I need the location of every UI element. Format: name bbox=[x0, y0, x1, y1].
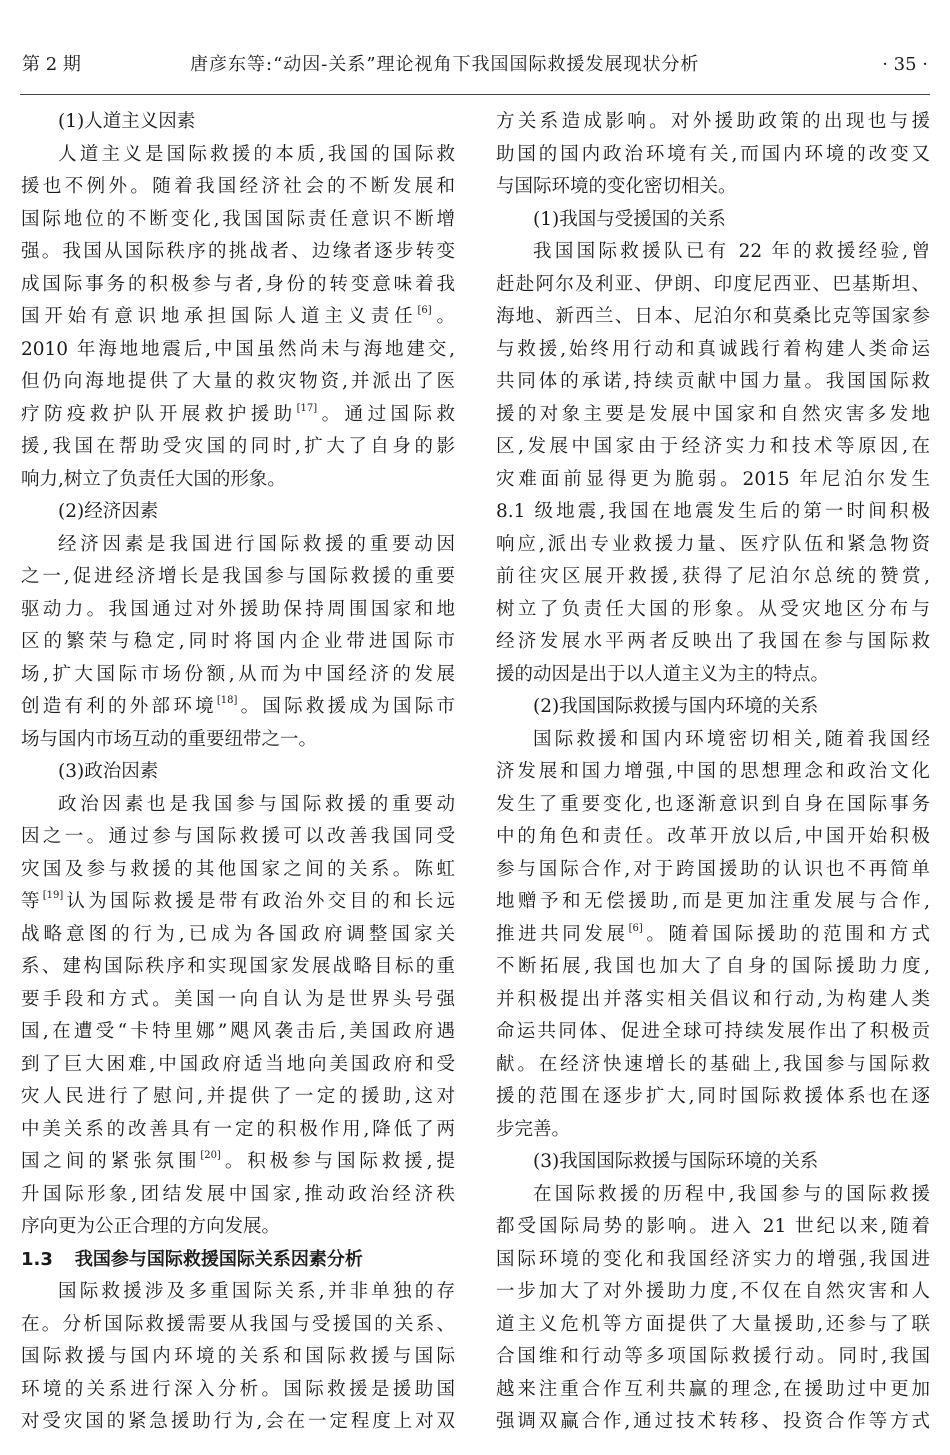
subsection-heading bbox=[21, 106, 455, 139]
text-line bbox=[496, 1016, 930, 1049]
text-line bbox=[21, 1081, 455, 1114]
line-text: 国际救援与国内环境的关系和国际救援与国际 bbox=[21, 1346, 455, 1367]
left-column bbox=[21, 106, 455, 1439]
citation: [17] bbox=[296, 402, 318, 414]
line-text: 区的繁荣与稳定,同时将国内企业带进国际市 bbox=[21, 631, 455, 652]
text-line bbox=[21, 139, 455, 172]
line-text: 我国参与国际救援国际关系因素分析 bbox=[74, 1248, 363, 1270]
running-header-title: 唐彦东等:“动因-关系”理论视角下我国国际救援发展现状分析 bbox=[190, 54, 700, 75]
text-line bbox=[21, 366, 455, 399]
line-text: 并积极提出并落实相关倡议和行动,为构建人类 bbox=[496, 988, 930, 1010]
text-line bbox=[496, 529, 930, 562]
text-line bbox=[21, 1374, 455, 1407]
text-line bbox=[496, 1406, 930, 1439]
line-text: 前往灾区展开救援,获得了尼泊尔总统的赞赏, bbox=[496, 566, 930, 587]
text-line bbox=[21, 919, 455, 952]
line-text: 援,我国在帮助受灾国的同时,扩大了自身的影 bbox=[21, 436, 455, 457]
text-line bbox=[496, 984, 930, 1017]
line-text: 强。我国从国际秩序的挑战者、边缘者逐步转变 bbox=[21, 241, 455, 262]
line-text: 道主义危机等方面提供了大量援助,还参与了联 bbox=[496, 1313, 930, 1335]
line-text: 战略意图的行为,已成为各国政府调整国家关 bbox=[21, 923, 455, 945]
line-text: 等 bbox=[21, 891, 43, 912]
line-text: 援的对象主要是发展中国家和自然灾害多发地 bbox=[496, 403, 930, 425]
text-line bbox=[21, 1309, 455, 1342]
section-number: 1.3 bbox=[21, 1248, 53, 1270]
line-text: 国开始有意识地承担国际人道主义责任 bbox=[21, 306, 418, 327]
line-text: 疗防疫救护队开展救护援助 bbox=[21, 403, 297, 425]
section-heading bbox=[21, 1244, 455, 1277]
line-text: 树立了负责任大国的形象。从受灾地区分布与 bbox=[496, 598, 930, 620]
line-text: 发生了重要变化,也逐渐意识到自身在国际事务 bbox=[496, 793, 930, 815]
text-line bbox=[21, 171, 455, 204]
line-text: 赶赴阿尔及利亚、伊朗、印度尼西亚、巴基斯坦、 bbox=[496, 273, 930, 295]
text-line bbox=[496, 1211, 930, 1244]
line-text: 。积极参与国际救援,提 bbox=[220, 1151, 455, 1172]
text-line bbox=[21, 1146, 455, 1179]
text-line bbox=[21, 269, 455, 302]
text-line bbox=[496, 431, 930, 464]
text-line bbox=[496, 854, 930, 887]
line-text: 步完善。 bbox=[496, 1118, 571, 1140]
line-text: (3)我国国际救援与国际环境的关系 bbox=[533, 1151, 819, 1172]
text-line bbox=[496, 821, 930, 854]
line-text: 援的范围在逐步扩大,同时国际救援体系也在逐 bbox=[496, 1086, 930, 1107]
text-line bbox=[496, 1309, 930, 1342]
line-text: 经济因素是我国进行国际救援的重要动因 bbox=[58, 533, 455, 555]
citation: [20] bbox=[200, 1150, 221, 1161]
line-text: 成国际事务的积极参与者,身份的转变意味着我 bbox=[21, 273, 455, 295]
text-line bbox=[496, 269, 930, 302]
text-line bbox=[21, 1341, 455, 1374]
line-text: 。通过国际救 bbox=[317, 403, 455, 425]
text-line bbox=[496, 1276, 930, 1309]
text-line bbox=[496, 951, 930, 984]
line-text: 共同体的承诺,持续贡献中国力量。我国国际救 bbox=[496, 371, 930, 392]
header-rule bbox=[20, 94, 930, 95]
line-text: 区,发展中国家由于经济实力和技术等原因,在 bbox=[496, 436, 930, 457]
line-text: 参与国际合作,对于跨国援助的认识也不再简单 bbox=[496, 858, 930, 880]
right-column bbox=[496, 106, 930, 1439]
text-line bbox=[496, 789, 930, 822]
subsection-heading bbox=[496, 1146, 930, 1179]
text-line bbox=[496, 1179, 930, 1212]
line-text: 8.1 级地震,我国在地震发生后的第一时间积极 bbox=[496, 501, 930, 522]
line-text: 都受国际局势的影响。进入 21 世纪以来,随着 bbox=[496, 1216, 930, 1237]
running-header-issue: 第 2 期 bbox=[22, 54, 81, 75]
text-line bbox=[496, 724, 930, 757]
text-line bbox=[21, 821, 455, 854]
subsection-heading bbox=[496, 691, 930, 724]
subsection-heading bbox=[21, 496, 455, 529]
line-text: 灾难面前显得更为脆弱。2015 年尼泊尔发生 bbox=[496, 468, 930, 490]
line-text: 地赠予和无偿援助,而是更加注重发展与合作, bbox=[496, 891, 930, 912]
line-text: 升国际形象,团结发展中国家,推动政治经济秩 bbox=[21, 1183, 455, 1205]
line-text: (2)经济因素 bbox=[58, 501, 159, 522]
text-line bbox=[21, 431, 455, 464]
line-text: 援也不例外。随着我国经济社会的不断发展和 bbox=[21, 176, 455, 197]
text-line bbox=[21, 594, 455, 627]
text-line bbox=[21, 1276, 455, 1309]
text-line bbox=[21, 951, 455, 984]
line-text: 灾国及参与救援的其他国家之间的关系。陈虹 bbox=[21, 858, 455, 880]
line-text: 人道主义是国际救援的本质,我国的国际救 bbox=[58, 143, 455, 165]
line-text: 国际地位的不断变化,我国国际责任意识不断增 bbox=[21, 208, 455, 230]
line-text: 。随着国际援助的范围和方式 bbox=[642, 923, 930, 945]
text-line bbox=[496, 1114, 930, 1147]
line-text: 因之一。通过参与国际救援可以改善我国同受 bbox=[21, 826, 455, 847]
line-text: (2)我国国际救援与国内环境的关系 bbox=[533, 696, 819, 717]
line-text: 。 bbox=[431, 306, 455, 327]
text-line bbox=[21, 236, 455, 269]
text-line bbox=[21, 204, 455, 237]
text-line bbox=[21, 886, 455, 919]
line-text: 不断拓展,我国也加大了自身的国际援助力度, bbox=[496, 956, 930, 977]
text-line bbox=[496, 594, 930, 627]
text-line bbox=[496, 1081, 930, 1114]
line-text: 我国国际救援队已有 22 年的救援经验,曾 bbox=[533, 241, 930, 262]
text-line bbox=[21, 789, 455, 822]
line-text: 强调双赢合作,通过技术转移、投资合作等方式 bbox=[496, 1411, 930, 1432]
text-line bbox=[21, 1049, 455, 1082]
line-text: 助国的国内政治环境有关,而国内环境的改变又 bbox=[496, 143, 930, 165]
text-line bbox=[496, 1374, 930, 1407]
line-text: 到了巨大困难,中国政府适当地向美国政府和受 bbox=[21, 1053, 455, 1075]
text-line bbox=[21, 561, 455, 594]
line-text: 但仍向海地提供了大量的救灾物资,并派出了医 bbox=[21, 371, 455, 392]
text-line bbox=[496, 171, 930, 204]
line-text: 经济发展水平两者反映出了我国在参与国际救 bbox=[496, 631, 930, 652]
line-text: 灾人民进行了慰问,并提供了一定的援助,这对 bbox=[21, 1086, 455, 1107]
text-line bbox=[496, 659, 930, 692]
line-text: 环境的关系进行深入分析。国际救援是援助国 bbox=[21, 1378, 455, 1400]
subsection-heading bbox=[496, 204, 930, 237]
text-line bbox=[21, 1114, 455, 1147]
page-number: · 35 · bbox=[882, 54, 928, 75]
subsection-heading bbox=[21, 756, 455, 789]
line-text: 国,在遭受“卡特里娜”飓风袭击后,美国政府遇 bbox=[21, 1021, 455, 1042]
text-line bbox=[21, 984, 455, 1017]
line-text: 与国际环境的变化密切相关。 bbox=[496, 176, 737, 197]
line-text: 认为国际救援是带有政治外交目的和长远 bbox=[63, 891, 455, 912]
line-text: 方关系造成影响。对外援助政策的出现也与援 bbox=[496, 111, 930, 132]
line-text: 与救援,始终用行动和真诚践行着构建人类命运 bbox=[496, 338, 930, 360]
text-line bbox=[496, 1049, 930, 1082]
text-line bbox=[21, 301, 455, 334]
text-line bbox=[496, 464, 930, 497]
text-line bbox=[21, 1211, 455, 1244]
text-line bbox=[496, 626, 930, 659]
text-line bbox=[496, 756, 930, 789]
line-text: 场与国内市场互动的重要纽带之一。 bbox=[21, 728, 318, 750]
text-line bbox=[496, 334, 930, 367]
text-line bbox=[21, 659, 455, 692]
text-line bbox=[496, 919, 930, 952]
line-text: 济发展和国力增强,中国的思想理念和政治文化 bbox=[496, 761, 930, 782]
line-text: 。国际救援成为国际市 bbox=[237, 696, 455, 717]
line-text: 创造有利的外部环境 bbox=[21, 696, 217, 717]
text-line bbox=[496, 886, 930, 919]
line-text: 国际环境的变化和我国经济实力的增强,我国进 bbox=[496, 1248, 930, 1270]
line-text: 海地、新西兰、日本、尼泊尔和莫桑比克等国家参 bbox=[496, 306, 930, 327]
text-line bbox=[21, 399, 455, 432]
line-text: 对受灾国的紧急援助行为,会在一定程度上对双 bbox=[21, 1411, 455, 1432]
text-line bbox=[21, 464, 455, 497]
line-text: 越来注重合作互利共赢的理念,在援助过中更加 bbox=[496, 1378, 930, 1400]
text-line bbox=[496, 139, 930, 172]
line-text: 要手段和方式。美国一向自认为是世界头号强 bbox=[21, 988, 455, 1010]
line-text: 2010 年海地地震后,中国虽然尚未与海地建交, bbox=[21, 338, 455, 360]
text-line bbox=[21, 1179, 455, 1212]
text-line bbox=[496, 399, 930, 432]
line-text: 在国际救援的历程中,我国参与的国际救援 bbox=[533, 1183, 930, 1205]
line-text: 之一,促进经济增长是我国参与国际救援的重要 bbox=[21, 566, 455, 587]
citation: [6] bbox=[628, 922, 643, 934]
line-text: 在。分析国际救援需要从我国与受援国的关系、 bbox=[21, 1313, 455, 1335]
text-line bbox=[21, 1016, 455, 1049]
line-text: 合国维和行动等多项国际救援行动。同时,我国 bbox=[496, 1346, 930, 1367]
line-text: 国之间的紧张氛围 bbox=[21, 1151, 201, 1172]
line-text: 国际救援和国内环境密切相关,随着我国经 bbox=[533, 728, 930, 750]
text-line bbox=[496, 366, 930, 399]
citation: [19] bbox=[42, 890, 64, 901]
citation: [6] bbox=[417, 305, 432, 316]
line-text: (1)人道主义因素 bbox=[58, 111, 196, 132]
line-text: 一步加大了对外援助力度,不仅在自然灾害和人 bbox=[496, 1281, 930, 1302]
text-line bbox=[496, 1244, 930, 1277]
text-line bbox=[21, 334, 455, 367]
text-line bbox=[21, 724, 455, 757]
line-text: 场,扩大国际市场份额,从而为中国经济的发展 bbox=[21, 663, 455, 685]
text-line bbox=[21, 691, 455, 724]
line-text: 推进共同发展 bbox=[496, 923, 629, 945]
line-text: 命运共同体、促进全球可持续发展作出了积极贡 bbox=[496, 1021, 930, 1042]
text-line bbox=[496, 496, 930, 529]
line-text: 国际救援涉及多重国际关系,并非单独的存 bbox=[58, 1281, 455, 1302]
line-text: 献。在经济快速增长的基础上,我国参与国际救 bbox=[496, 1053, 930, 1075]
line-text: 响力,树立了负责任大国的形象。 bbox=[21, 468, 286, 490]
citation: [18] bbox=[216, 695, 238, 706]
line-text: 响应,派出专业救援力量、医疗队伍和紧急物资 bbox=[496, 533, 930, 555]
text-line bbox=[21, 1406, 455, 1439]
line-text: (3)政治因素 bbox=[58, 761, 159, 782]
line-text: 政治因素也是我国参与国际救援的重要动 bbox=[58, 793, 455, 815]
text-line bbox=[496, 236, 930, 269]
line-text: 序向更为公正合理的方向发展。 bbox=[21, 1216, 281, 1237]
line-text: (1)我国与受援国的关系 bbox=[533, 208, 726, 230]
text-line bbox=[496, 561, 930, 594]
text-line bbox=[496, 1341, 930, 1374]
text-line bbox=[496, 106, 930, 139]
text-line bbox=[21, 626, 455, 659]
text-line bbox=[496, 301, 930, 334]
line-text: 中的角色和责任。改革开放以后,中国开始积极 bbox=[496, 826, 930, 847]
line-text: 中美关系的改善具有一定的积极作用,降低了两 bbox=[21, 1118, 455, 1140]
text-line bbox=[21, 854, 455, 887]
line-text: 援的动因是出于以人道主义为主的特点。 bbox=[496, 663, 830, 685]
line-text: 系、建构国际秩序和实现国家发展战略目标的重 bbox=[21, 956, 455, 977]
line-text: 驱动力。我国通过对外援助保持周围国家和地 bbox=[21, 598, 455, 620]
text-line bbox=[21, 529, 455, 562]
